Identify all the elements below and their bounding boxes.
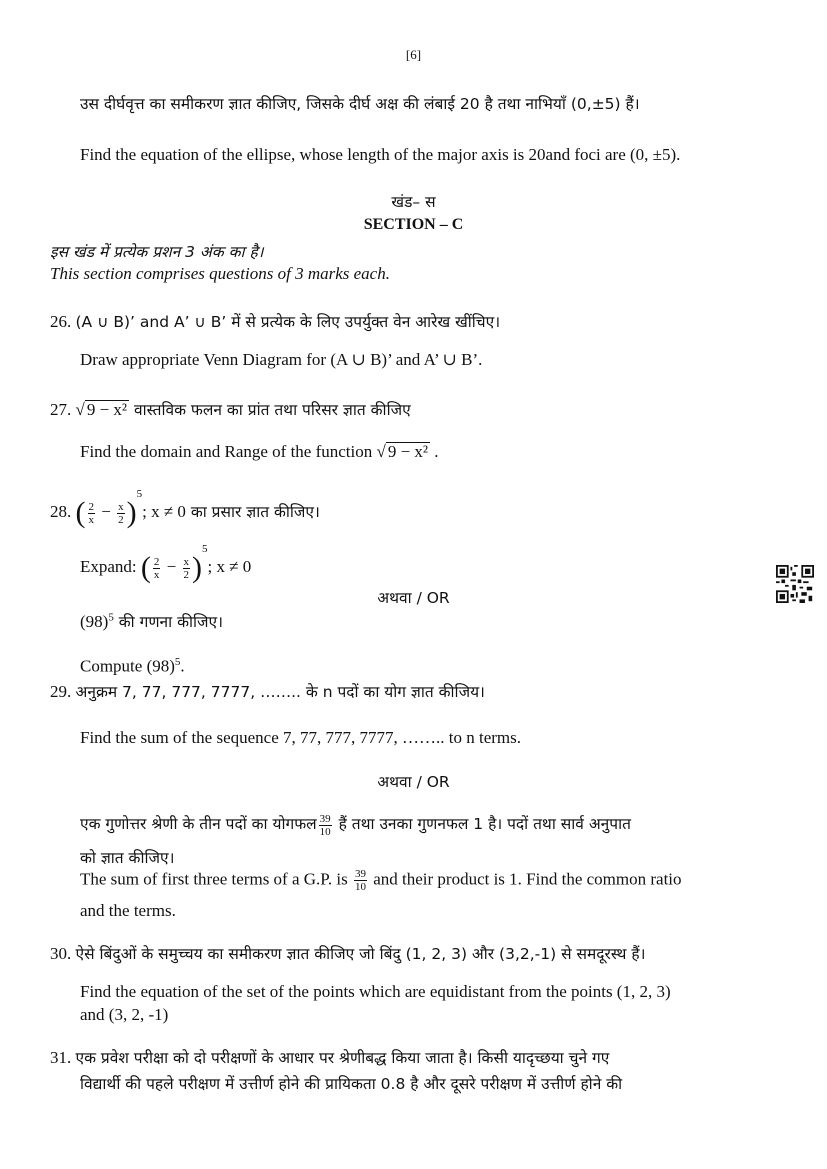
question-number: 31. — [50, 1048, 72, 1067]
q28-alt-hindi: $(98)^5$ की गणना कीजिए। — [80, 611, 223, 631]
section-title: SECTION – C — [363, 216, 464, 233]
q29-alt-english: The sum of first three terms of a G.P. is $\frac{39}{10}$ and their product is 1. Find the common ratio — [80, 868, 682, 893]
or-divider: अथवा / OR — [377, 773, 450, 791]
question-number: 26. — [50, 312, 72, 331]
q26-english: Draw appropriate Venn Diagram for (A ∪ B)’ and A’ ∪ B’. — [80, 350, 483, 369]
question-number: 27. — [50, 400, 72, 419]
question-26 — [50, 310, 500, 332]
q28-hindi: का प्रसार ज्ञात कीजिए। — [185, 503, 320, 521]
section-note-english: This section comprises questions of 3 marks each. — [50, 264, 390, 283]
binomial-expression: ( $\frac{2}{x}$ − $\frac{x}{2}$ )$^5$; x ≠ 0 — [75, 488, 186, 530]
q29-alt-hindi: एक गुणोत्तर श्रेणी के तीन पदों का योगफल $\frac{39}{10}$ हैं तथा उनका गुणनफल 1 है। पदों तथा सार्व अनुपात — [80, 812, 631, 838]
q31-hindi: एक प्रवेश परीक्षा को दो परीक्षणों के आधार पर श्रेणीबद्ध किया जाता है। किसी यादृच्छया चुने गए — [75, 1049, 610, 1067]
q28-english: Expand: ( $\frac{2}{x}$ − $\frac{x}{2}$ )$^5$; x ≠ 0 — [80, 543, 252, 585]
question-28 — [50, 488, 320, 528]
question-number: 29. — [50, 682, 72, 701]
question-27 — [50, 398, 411, 420]
page-number: [6] — [405, 47, 422, 62]
q27-english: Find the domain and Range of the function √ 9 − x² . — [80, 442, 439, 461]
q30-hindi: ऐसे बिंदुओं के समुच्चय का समीकरण ज्ञात कीजिए जो बिंदु (1, 2, 3) और (3,2,-1) से समदूरस्थ हैं। — [75, 945, 646, 963]
question-30 — [50, 942, 645, 964]
q29-english: Find the sum of the sequence 7, 77, 777, 7777, …….. to n terms. — [80, 728, 522, 747]
question-29 — [50, 680, 485, 702]
section-note-hindi: इस खंड में प्रत्येक प्रशन 3 अंक का है। — [50, 243, 264, 261]
q31-hindi-line2: विद्यार्थी की पहले परीक्षण में उत्तीर्ण होने की प्रायिकता 0.8 है और दूसरे परीक्षण में उत्तीर्ण होने की — [80, 1075, 623, 1093]
q28-alt-english: Compute $(98)^5$. — [80, 656, 185, 676]
q25-english: Find the equation of the ellipse, whose length of the major axis is 20and foci are (0, ±5). — [80, 145, 681, 164]
question-number: 30. — [50, 944, 72, 963]
binomial-expression: ( $\frac{2}{x}$ − $\frac{x}{2}$ )$^5$; x ≠ 0 — [140, 543, 252, 585]
sqrt-expression: 9 − x² — [387, 442, 429, 461]
q30-english-line2: and (3, 2, -1) — [80, 1005, 169, 1024]
sqrt-expression: √ 9 − x² — [75, 400, 128, 419]
question-number: 28. — [50, 502, 72, 521]
q26-hindi: (A ∪ B)’ and A’ ∪ B’ में से प्रत्येक के लिए उपर्युक्त वेन आरेख खींचिए। — [75, 313, 501, 331]
q29-alt-hindi-line2: को ज्ञात कीजिए। — [80, 849, 175, 867]
section-title-hindi: खंड– स — [391, 193, 436, 211]
q25-hindi: उस दीर्घवृत्त का समीकरण ज्ञात कीजिए, जिसके दीर्घ अक्ष की लंबाई 20 है तथा नाभियाँ (0,±5) हैं। — [80, 95, 640, 113]
q27-hindi: वास्तविक फलन का प्रांत तथा परिसर ज्ञात कीजिए — [129, 401, 411, 419]
qr-code-icon — [776, 565, 814, 603]
q29-alt-english-line2: and the terms. — [80, 901, 176, 920]
q29-hindi: अनुक्रम 7, 77, 777, 7777, …….. के n पदों का योग ज्ञात कीजिय। — [75, 683, 485, 701]
or-divider: अथवा / OR — [377, 589, 450, 607]
q30-english: Find the equation of the set of the points which are equidistant from the points (1, 2, 3) — [80, 982, 671, 1001]
question-31 — [50, 1046, 609, 1068]
